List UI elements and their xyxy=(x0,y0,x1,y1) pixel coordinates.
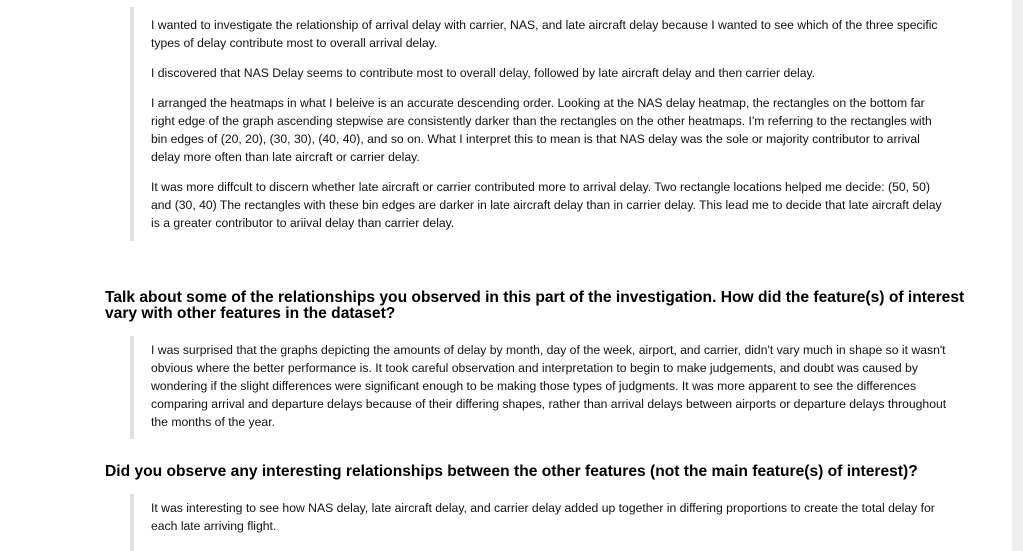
paragraph-discovery: I discovered that NAS Delay seems to contribute most to overall delay, followed by late aircraft delay and then carrier delay. xyxy=(151,66,816,80)
heading-other-features: Did you observe any interesting relationships between the other features (not the main feature(s) of interest)? xyxy=(105,463,918,480)
paragraph-relationships: I was surprised that the graphs depicting the amounts of delay by month, day of the week, airport, and carrier, didn't vary much in shape so it wasn't obvious where the better performance is. It took careful observation and interpretation to begin to make judgements, and doubt was caused by wondering if the slight differences were significant enough to be making those types of judgments. It was more apparent to see the differences comparing arrival and departure delays because of their differing shapes, rather than arrival delays between airports or departure delays throughout the months of the year. xyxy=(151,343,947,429)
blockquote-other-features xyxy=(130,494,950,551)
paragraph-purpose: I wanted to investigate the relationship of arrival delay with carrier, NAS, and late aircraft delay because I wanted to see which of the three specific types of delay contribute most to overall arrival delay. xyxy=(151,18,938,50)
blockquote-relationships xyxy=(130,336,950,439)
paragraph-late-vs-carrier: It was more diffcult to discern whether late aircraft or carrier contributed more to arrival delay. Two rectangle locations helped me decide: (50, 50) and (30, 40) The rectangles with these bin edges are darker in late aircraft delay than in carrier delay. This lead me to decide that late aircraft delay is a greater contributor to ariival delay than carrier delay. xyxy=(151,180,942,230)
paragraph-other-features: It was interesting to see how NAS delay, late aircraft delay, and carrier delay added up together in differing proportions to create the total delay for each late arriving flight. xyxy=(151,501,935,533)
paragraph-heatmap-order: I arranged the heatmaps in what I beleive is an accurate descending order. Looking at the NAS delay heatmap, the rectangles on the bottom far right edge of the graph ascending stepwise are consistently darker than the rectangles on the other heatmaps. I'm referring to the rectangles with bin edges of (20, 20), (30, 30), (40, 40), and so on. What I interpret this to mean is that NAS delay was the sole or majority contributor to arrival delay more often than late aircraft or carrier delay. xyxy=(151,96,932,164)
heading-relationships: Talk about some of the relationships you observed in this part of the investigation. How did the feature(s) of interest vary with other features in the dataset? xyxy=(105,289,965,322)
blockquote-findings xyxy=(130,7,950,241)
scrollbar-track[interactable] xyxy=(1012,0,1023,551)
